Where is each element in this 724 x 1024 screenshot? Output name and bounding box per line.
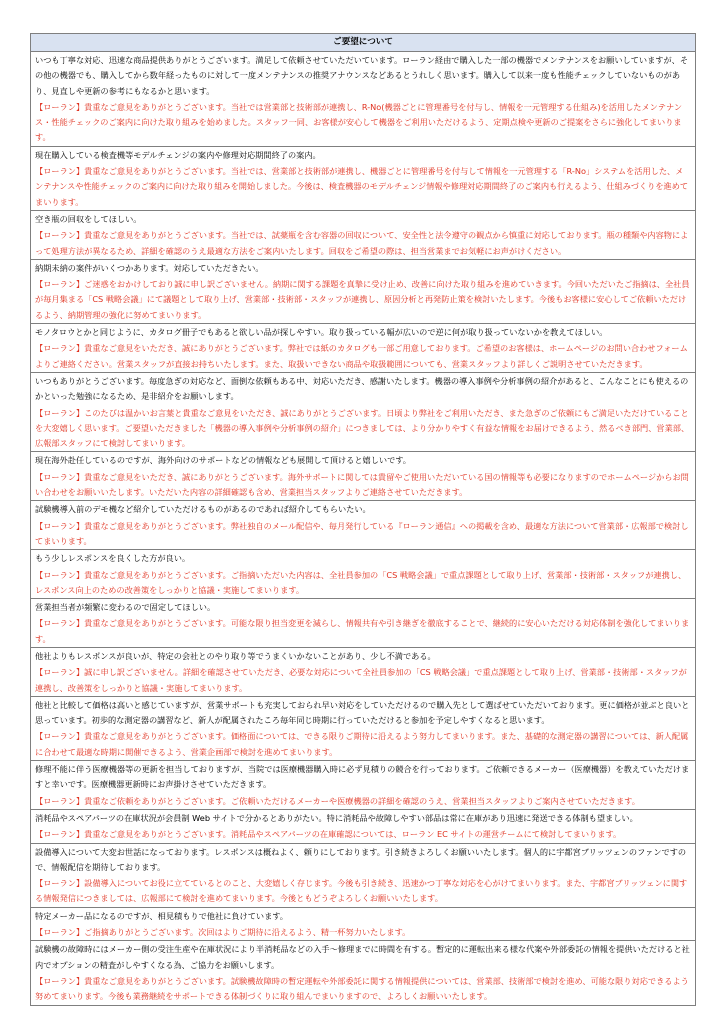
table-header: ご要望について [31, 34, 695, 52]
feedback-entry [31, 761, 695, 810]
company-reply: 【ローラン】誠に申し訳ございません。詳細を確認させていただき、必要な対応について全社員参加の「CS 戦略会議」で重点課題として取り上げ、営業部・技術部・スタッフが連携し、改善策をしっかりと協議・実施してまいります。 [35, 667, 687, 693]
feedback-entry [31, 147, 695, 211]
feedback-entry [31, 324, 695, 373]
customer-comment: 納期未納の案件がいくつかあります。対応していただきたい。 [35, 262, 264, 273]
feedback-entry [31, 844, 695, 908]
customer-comment: 特定メーカー品になるのですが、相見積もりで他社に負けています。 [35, 910, 288, 921]
feedback-entry [31, 941, 695, 1005]
company-reply: 【ローラン】貴重なご意見をありがとうございます。価格面については、できる限りご期待に沿えるよう努力してまいります。また、基礎的な測定器の講習については、新人配属に合わせて最適な時期に開催できるよう、営業企画部で検討を進めてまいります。 [35, 731, 689, 757]
customer-comment: 試験機の故障時にはメーカー側の受注生産や在庫状況により半消耗品などの入手～修理までに時間を有する。暫定的に運転出来る様な代案や外部委託の情報を提供いただけると社内でオプションの精査がしやすくなる為、ご協力をお願いします。 [35, 944, 690, 970]
feedback-entry [31, 373, 695, 452]
feedback-entry [31, 648, 695, 697]
customer-comment: 空き瓶の回収をしてほしい。 [35, 213, 142, 224]
customer-comment: 他社よりもレスポンスが良いが、特定の会社とのやり取り等でうまくいかないことがあり、少し不満である。 [35, 650, 436, 661]
company-reply: 【ローラン】設備導入についてお役に立てているとのこと、大変嬉しく存じます。今後も引き続き、迅速かつ丁寧な対応を心がけてまいります。また、宇都宮ブリッツェンに関する情報発信につきましては、広報部にて検討を進めてまいります。今後ともどうぞよろしくお願いいたします。 [35, 878, 688, 904]
company-reply: 【ローラン】貴重なご意見をいただき、誠にありがとうございます。海外サポートに関しては貴留やご使用いただいている国の情報等も必要になりますのでホームページからお問い合わせをお願いいたします。いただいた内容の詳細確認も含め、営業担当スタッフよりご連絡させていただきます。 [35, 471, 689, 498]
customer-comment: もう少しレスポンスを良くした方が良い。 [35, 553, 191, 564]
customer-comment: 消耗品やスペアパーツの在庫状況が会員制 Web サイトで分かるとありがたい。特に消耗品や故障しやすい部品は常に在庫があり迅速に発送できる体制も望ましい。 [35, 812, 638, 823]
customer-comment: 現在海外赴任しているのですが、海外向けのサポートなどの情報なども展開して頂けると嬉しいです。 [35, 455, 411, 466]
customer-comment: 設備導入について大変お世話になっております。レスポンスは概ねよく、頼りにしております。引き続きよろしくお願いいたします。個人的に宇都宮ブリッツェンのファンですので、情報配信を期待しております。 [35, 846, 687, 872]
company-reply: 【ローラン】貴重なご意見をありがとうございます。試験機故障時の暫定運転や外部委託に関する情報提供については、営業部、技術部で検討を進め、可能な限り対応できるよう努めてまいります。今後も業務継続をサポートできる体制づくりに取り組んでまいりますので、よろしくお願いいたします。 [35, 975, 689, 1002]
company-reply: 【ローラン】貴重なご意見をありがとうございます。消耗品やスペアパーツの在庫確認については、ローラン EC サイトの運営チームにて検討してまいります。 [35, 829, 622, 840]
company-reply: 【ローラン】貴重なご意見をありがとうございます。弊社独自のメール配信や、毎月発行している『ローラン通信』への掲載を含め、最適な方法について営業部・広報部で検討してまいります。 [35, 520, 689, 546]
company-reply: 【ローラン】貴重なご意見をありがとうございます。ご指摘いただいた内容は、全社員参加の「CS 戦略会議」で重点課題として取り上げ、営業部・技術部・スタッフが連携し、レスポンス向上のための改善策をしっかりと協議・実施してまいります。 [35, 569, 687, 595]
customer-comment: モノタロウとかと同じように、カタログ冊子でもあると欲しい品が探しやすい。取り扱っている幅が広いので逆に何が取り扱っていないかを教えてほしい。 [35, 327, 608, 338]
company-reply: 【ローラン】このたびは温かいお言葉と貴重なご意見をいただき、誠にありがとうございます。日頃より弊社をご利用いただき、また急ぎのご依頼にもご満足いただけていることを大変嬉しく思います。ご要望いただきました「機器の導入事例や分析事例の紹介」につきましては、より分かりやすく有益な情報をお届けできるよう、然るべき部門、営業部、広報部スタッフにて検討してまいります。 [35, 407, 690, 449]
customer-comment: 現在購入している検査機等モデルチェンジの案内や修理対応期間終了の案内。 [35, 149, 321, 160]
customer-comment: 試験機導入前のデモ機など紹介していただけるものがあるのであれば紹介してもらいたい。 [35, 504, 371, 515]
company-reply: 【ローラン】貴重なご意見をありがとうございます。当社では、試薬瓶を含む容器の回収について、安全性と法令遵守の観点から慎重に対応しております。瓶の種類や内容物によって処理方法が異なるため、詳細を確認のうえ最適な方法をご案内いたします。回収をご希望の際は、担当営業までお気軽にお声がけください。 [35, 230, 689, 256]
company-reply: 【ローラン】貴重なご意見をありがとうございます。当社では営業部と技術部が連携し、R-No(機器ごとに管理番号を付与し、情報を一元管理する仕組み)を活用したメンテナンス・性能チェックのご案内に向けた取り組みを始めました。スタッフ一同、お客様が安心して機器をご利用いただけるよう、定期点検や更新のご提案をさらに強化してまいります。 [35, 101, 683, 143]
feedback-table [30, 33, 696, 1006]
feedback-entry [31, 52, 695, 147]
customer-comment: いつも丁寧な対応、迅速な商品提供ありがとうございます。満足して依頼させていただいています。ローラン経由で購入した一部の機器でメンテナンスをお願いしていますが、その他の機器でも、購入してから数年経ったものに対して一度メンテナンスの推奨アナウンスなどあるとうれしく思います。購入して以来一度も性能チェックしていないものがあり、見直しや更新の参考にもなるかと思います。 [35, 55, 689, 96]
customer-comment: いつもありがとうございます。毎度急ぎの対応など、面倒な依頼もある中、対応いただき、感謝いたします。機器の導入事例や分析事例の紹介があると、こんなことにも使えるのかといった勉強になるため、是非紹介をお願いします。 [35, 375, 689, 402]
customer-comment: 営業担当者が頻繁に変わるので固定してほしい。 [35, 602, 216, 613]
customer-comment: 他社と比較して価格は高いと感じていますが、営業サポートも充実しておられ早い対応をしていただけるので購入先として選ばせていただいております。更に価格が並ぶと良いと思っています。初歩的な測定器の講習など、新人が配属されたころ毎年同じ時期に行っていただけると参加を予定しやすくなると思います。 [35, 699, 690, 726]
company-reply: 【ローラン】ご指摘ありがとうございます。次回はよりご期待に沿えるよう、精一杯努力いたします。 [35, 927, 411, 938]
feedback-entry [31, 260, 695, 324]
company-reply: 【ローラン】ご迷惑をおかけしており誠に申し訳ございません。納期に関する課題を真摯に受け止め、改善に向けた取り組みを進めていきます。今回いただいたご指摘は、全社員が毎月集まる「CS 戦略会議」にて議題として取り上げ、営業部・技術部・スタッフが連携し、原因分析と再発防止策を検討いたします。今後もお客様に安心してご依頼いただけるよう、納期管理の強化に努めてまいります。 [35, 279, 690, 320]
feedback-entry [31, 550, 695, 599]
feedback-entry [31, 501, 695, 550]
company-reply: 【ローラン】貴重なご意見をいただき、誠にありがとうございます。弊社では紙のカタログも一部ご用意しております。ご希望のお客様は、ホームページのお問い合わせフォームよりご連絡ください。営業スタッフが直接お持ちいたします。また、取扱いできない商品や取扱範囲についても、営業スタッフより詳しくご説明させていただきます。 [35, 343, 688, 369]
feedback-entry [31, 697, 695, 761]
customer-comment: 修理不能に伴う医療機器等の更新を担当しておりますが、当院では医療機器購入時に必ず見積りの競合を行っております。ご依頼できるメーカー（医療機器）を教えていただけますと幸いです。医療機器更新時にお声掛けさせていただきます。 [35, 764, 690, 790]
feedback-entry [31, 452, 695, 501]
company-reply: 【ローラン】貴重なご意見をありがとうございます。当社では、営業部と技術部が連携し、機器ごとに管理番号を付与して情報を一元管理する「R-No」システムを活用した、メンテナンスや性能チェックのご案内に向けた取り組みを開始しました。今後は、検査機器のモデルチェンジ情報や修理対応期間終了のご案内も行えるよう、仕組みづくりを進めてまいります。 [35, 166, 689, 207]
feedback-entry [31, 599, 695, 648]
feedback-entry [31, 211, 695, 260]
feedback-entry [31, 810, 695, 844]
company-reply: 【ローラン】貴重なご意見をありがとうございます。可能な限り担当変更を減らし、情報共有や引き継ぎを徹底することで、継続的に安心いただける対応体制を強化してまいります。 [35, 618, 690, 644]
feedback-entry [31, 908, 695, 942]
company-reply: 【ローラン】貴重なご依頼をありがとうございます。ご依頼いただけるメーカーや医療機器の詳細を確認のうえ、営業担当スタッフよりご案内させていただきます。 [35, 795, 640, 806]
